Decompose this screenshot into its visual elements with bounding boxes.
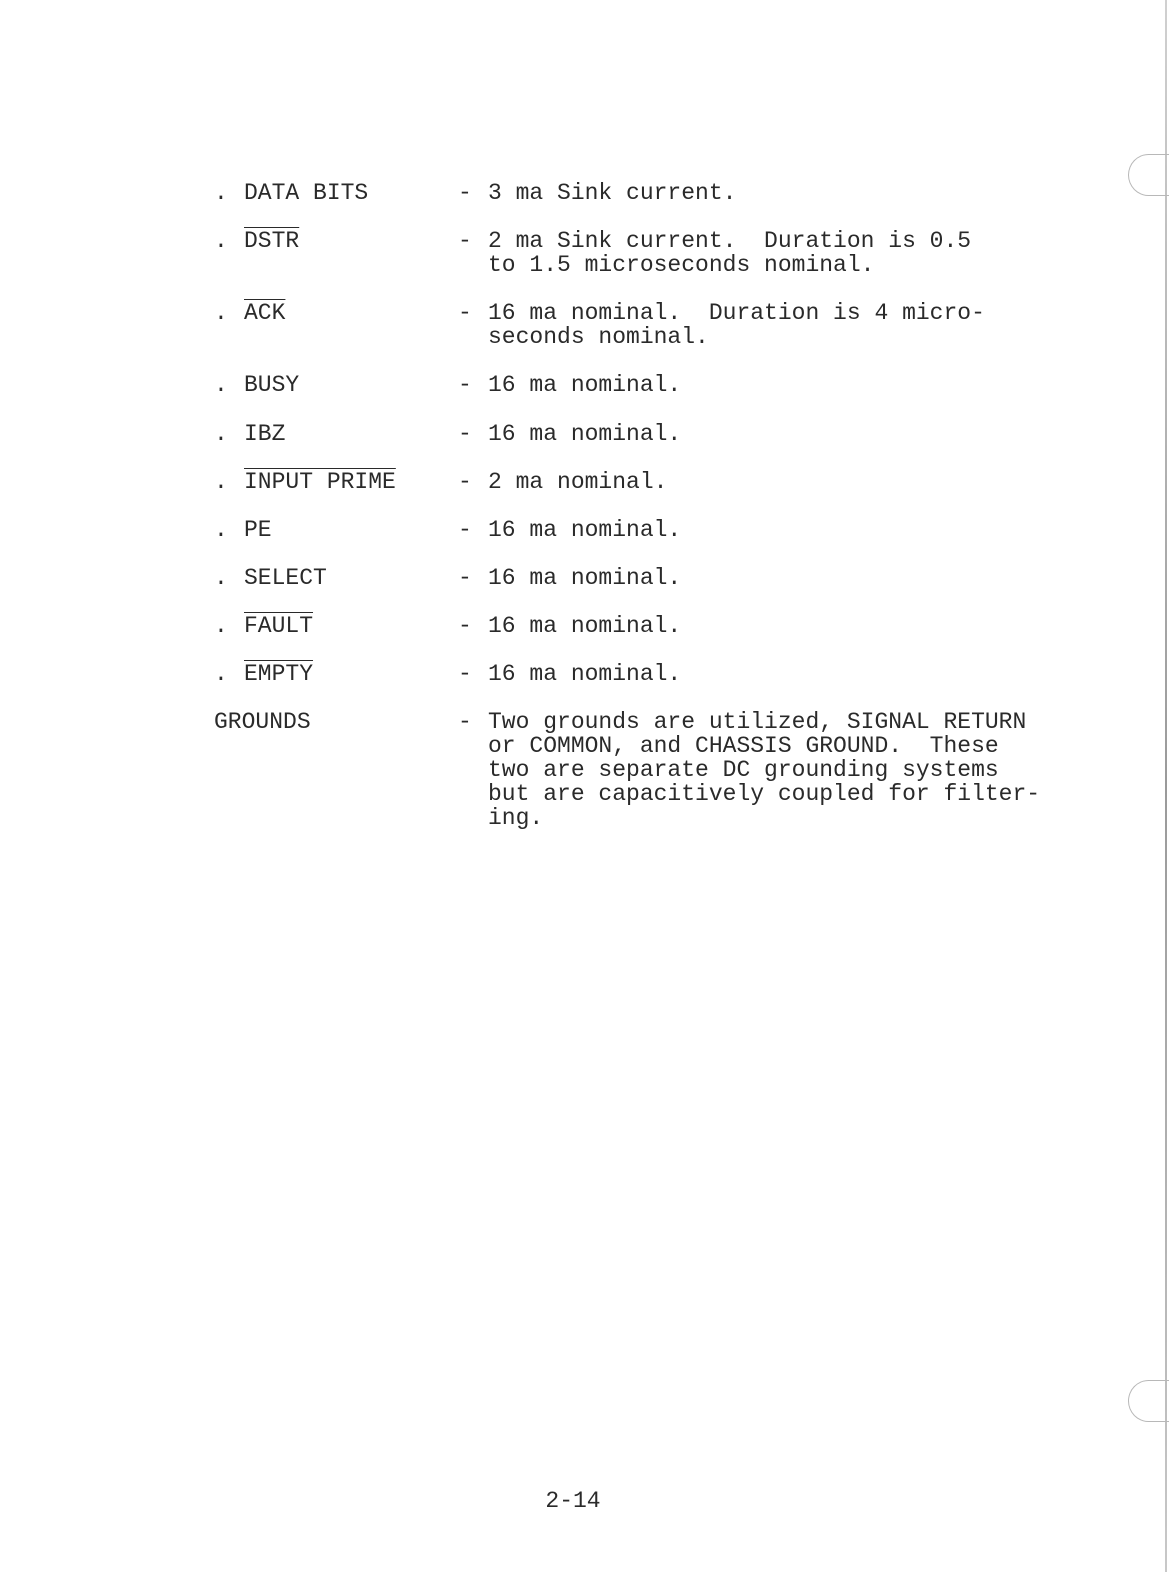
signal-name: FAULT bbox=[244, 613, 314, 639]
dash: - bbox=[458, 661, 472, 687]
bullet: . bbox=[214, 613, 228, 639]
bullet: . bbox=[214, 372, 228, 398]
dash: - bbox=[458, 709, 472, 735]
spec-description bbox=[458, 710, 1040, 830]
description-line: 16 ma nominal. bbox=[488, 372, 682, 398]
dash: - bbox=[458, 372, 472, 398]
spec-term bbox=[214, 373, 299, 397]
page-number: 2-14 bbox=[545, 1488, 601, 1514]
spec-description bbox=[458, 470, 667, 494]
spec-description bbox=[458, 662, 681, 686]
description-line: seconds nominal. bbox=[488, 324, 709, 350]
binder-edge-line bbox=[1165, 0, 1167, 1572]
bullet: . bbox=[214, 517, 228, 543]
description-line: 16 ma nominal. bbox=[488, 613, 682, 639]
signal-name: EMPTY bbox=[244, 661, 314, 687]
dash: - bbox=[458, 517, 472, 543]
spec-term bbox=[214, 614, 313, 638]
description-line: 16 ma nominal. bbox=[488, 661, 682, 687]
signal-name: PE bbox=[244, 517, 272, 543]
description-line: two are separate DC grounding systems bbox=[488, 757, 999, 783]
description-line: to 1.5 microseconds nominal. bbox=[488, 252, 875, 278]
spec-term bbox=[214, 566, 327, 590]
signal-name: BUSY bbox=[244, 372, 300, 398]
bullet: . bbox=[214, 180, 228, 206]
spec-term bbox=[214, 181, 368, 205]
dash: - bbox=[458, 228, 472, 254]
signal-name: DATA BITS bbox=[244, 180, 369, 206]
signal-name: INPUT PRIME bbox=[244, 469, 396, 495]
description-line: or COMMON, and CHASSIS GROUND. These bbox=[488, 733, 999, 759]
binder-hole-bottom bbox=[1128, 1380, 1169, 1422]
spec-term bbox=[214, 422, 285, 446]
spec-term bbox=[214, 710, 311, 734]
spec-description bbox=[458, 566, 681, 590]
dash: - bbox=[458, 421, 472, 447]
spec-description bbox=[458, 422, 681, 446]
description-line: 3 ma Sink current. bbox=[488, 180, 737, 206]
signal-name: DSTR bbox=[244, 228, 300, 254]
signal-name: IBZ bbox=[244, 421, 286, 447]
bullet: . bbox=[214, 661, 228, 687]
bullet: . bbox=[214, 469, 228, 495]
spec-description bbox=[458, 373, 681, 397]
description-line: 2 ma Sink current. Duration is 0.5 bbox=[488, 228, 972, 254]
description-line: 16 ma nominal. bbox=[488, 565, 682, 591]
description-line: 16 ma nominal. bbox=[488, 517, 682, 543]
bullet: . bbox=[214, 565, 228, 591]
spec-description bbox=[458, 229, 971, 277]
dash: - bbox=[458, 565, 472, 591]
description-line: ing. bbox=[488, 805, 544, 831]
spec-description bbox=[458, 181, 736, 205]
description-line: but are capacitively coupled for filter- bbox=[488, 781, 1041, 807]
spec-term bbox=[214, 518, 272, 542]
description-line: 16 ma nominal. bbox=[488, 421, 682, 447]
signal-name: SELECT bbox=[244, 565, 327, 591]
dash: - bbox=[458, 613, 472, 639]
spec-term bbox=[214, 301, 285, 325]
dash: - bbox=[458, 469, 472, 495]
bullet: . bbox=[214, 421, 228, 447]
description-line: 2 ma nominal. bbox=[488, 469, 668, 495]
dash: - bbox=[458, 180, 472, 206]
bullet: . bbox=[214, 300, 228, 326]
description-line: 16 ma nominal. Duration is 4 micro- bbox=[488, 300, 985, 326]
bullet: . bbox=[214, 228, 228, 254]
spec-term bbox=[214, 229, 299, 253]
spec-term bbox=[214, 470, 396, 494]
spec-description bbox=[458, 301, 985, 349]
description-line: Two grounds are utilized, SIGNAL RETURN bbox=[488, 709, 1027, 735]
spec-term bbox=[214, 662, 313, 686]
dash: - bbox=[458, 300, 472, 326]
spec-description bbox=[458, 518, 681, 542]
spec-description bbox=[458, 614, 681, 638]
section-name: GROUNDS bbox=[214, 709, 311, 735]
signal-name: $\overline{ACK}$ bbox=[244, 300, 286, 326]
binder-hole-top bbox=[1128, 154, 1169, 196]
